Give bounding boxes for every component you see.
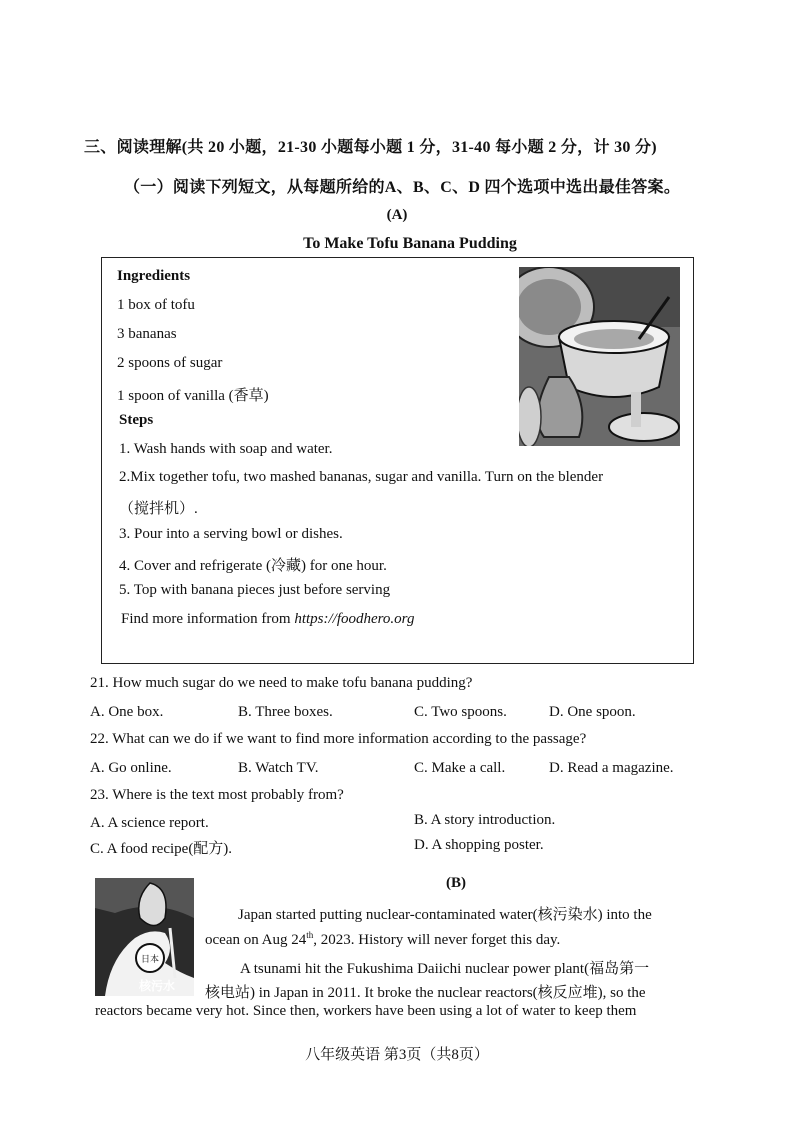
ingredient-item: 1 box of tofu: [117, 297, 195, 313]
question-option: A. One box.: [90, 704, 164, 720]
question-option: C. A food recipe(配方).: [90, 841, 233, 857]
page-footer: 八年级英语 第3页（共8页）: [305, 1047, 489, 1063]
passage-b-date-suffix: , 2023. History will never forget this day.: [313, 932, 561, 948]
step-item: 5. Top with banana pieces just before serving: [119, 582, 391, 598]
passage-b-label: (B): [446, 875, 466, 891]
question-stem: 21. How much sugar do we need to make tofu banana pudding?: [90, 675, 473, 691]
passage-b-line: [205, 930, 560, 949]
steps-heading: Steps: [119, 412, 154, 428]
passage-b-line: 核电站) in Japan in 2011. It broke the nuclear reactors(核反应堆), so the: [205, 985, 646, 1001]
step-item: 1. Wash hands with soap and water.: [119, 441, 333, 457]
passage-b-line: reactors became very hot. Since then, workers have been using a lot of water to keep them: [95, 1003, 637, 1019]
question-option: C. Make a call.: [414, 760, 506, 776]
step-item: 2.Mix together tofu, two mashed bananas, sugar and vanilla. Turn on the blender: [119, 469, 604, 485]
info-prefix: Find more information from: [121, 611, 295, 627]
ingredients-heading: Ingredients: [117, 268, 191, 284]
cartoon-illustration: [95, 878, 194, 996]
question-option: C. Two spoons.: [414, 704, 507, 720]
question-option: A. A science report.: [90, 815, 209, 831]
question-option: D. Read a magazine.: [549, 760, 674, 776]
question-option: D. A shopping poster.: [414, 837, 544, 853]
step-item: 4. Cover and refrigerate (冷藏) for one hour.: [119, 558, 387, 574]
pudding-photo: [519, 267, 680, 446]
passage-b-line: A tsunami hit the Fukushima Daiichi nuclear power plant(福岛第一: [240, 961, 650, 977]
question-stem: 23. Where is the text most probably from?: [90, 787, 344, 803]
passage-b-date-sup: th: [306, 930, 314, 940]
question-option: D. One spoon.: [549, 704, 636, 720]
ingredient-item: 2 spoons of sugar: [117, 355, 223, 371]
question-option: A. Go online.: [90, 760, 172, 776]
passage-b-line: Japan started putting nuclear-contaminated water(核污染水) into the: [238, 907, 652, 923]
info-line: [121, 611, 414, 628]
step-item: （搅拌机）.: [119, 501, 198, 517]
section-instruction: （一）阅读下列短文，从每题所给的A、B、C、D 四个选项中选出最佳答案。: [124, 179, 681, 196]
question-option: B. A story introduction.: [414, 812, 556, 828]
cartoon-label-japan: 日本: [140, 955, 160, 965]
section-heading: 三、阅读理解(共 20 小题，21-30 小题每小题 1 分，31-40 每小题 2 分，计 30 分): [84, 139, 657, 156]
question-stem: 22. What can we do if we want to find more information according to the passage?: [90, 731, 587, 747]
question-option: B. Watch TV.: [238, 760, 319, 776]
info-url: https://foodhero.org: [294, 611, 415, 627]
question-option: B. Three boxes.: [238, 704, 333, 720]
passage-b-date-prefix: ocean on Aug 24: [205, 932, 307, 948]
cartoon-label-water: 核污水: [138, 979, 176, 993]
step-item: 3. Pour into a serving bowl or dishes.: [119, 526, 343, 542]
ingredient-item: 1 spoon of vanilla (香草): [117, 388, 269, 404]
passage-a-label: (A): [386, 207, 408, 223]
ingredient-item: 3 bananas: [117, 326, 177, 342]
recipe-title: To Make Tofu Banana Pudding: [303, 235, 517, 252]
